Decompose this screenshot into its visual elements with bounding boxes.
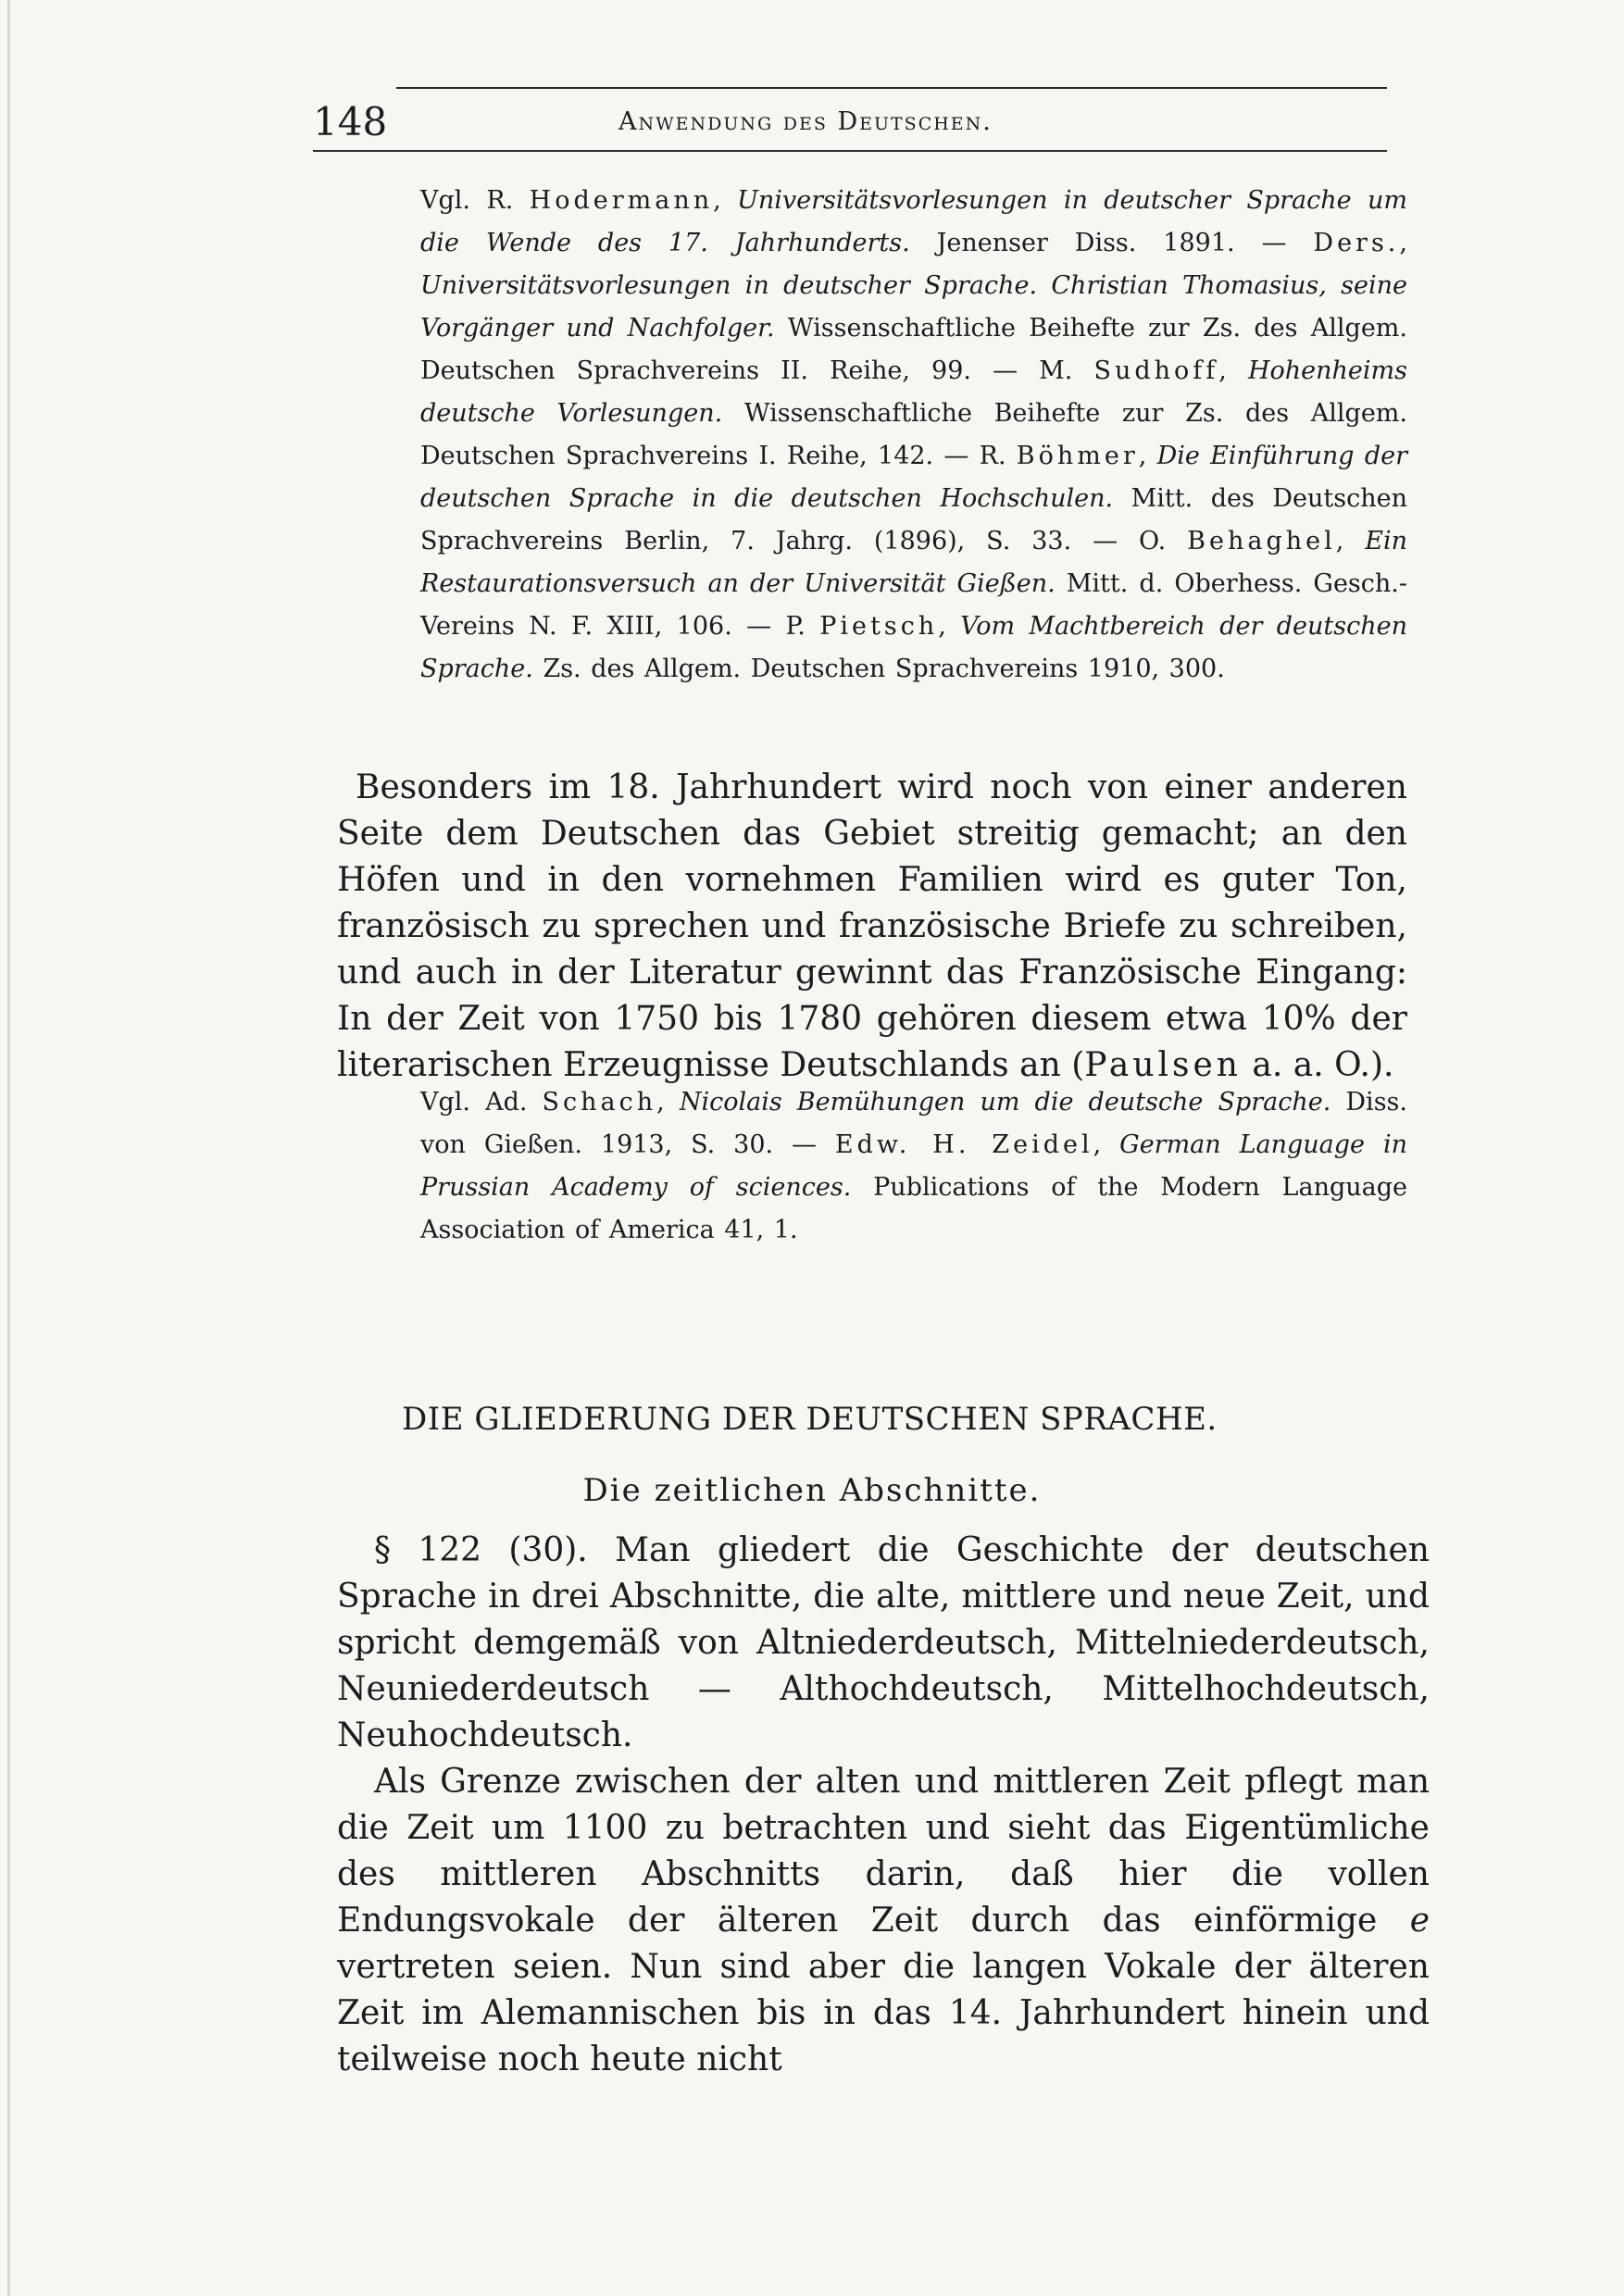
paragraph-text: vertreten seien. Nun sind aber die langen Vokale der älteren Zeit im Alemannischen bis in das 14. Jahrhundert hinein und teilweise noch heute nicht <box>337 1948 1430 2078</box>
author-name: Schach <box>542 1088 657 1117</box>
section-subheading: Die zeitlichen Abschnitte. <box>582 1472 1042 1509</box>
footnote-block-1 <box>420 180 1407 691</box>
note-text: Diss. von Gießen. 1913, S. 30. — <box>420 1088 1407 1159</box>
author-name: Edw. H. Zeidel <box>834 1130 1093 1159</box>
paragraph <box>337 1759 1430 2083</box>
section-heading: DIE GLIEDERUNG DER DEUTSCHEN SPRACHE. <box>402 1401 1218 1438</box>
footnote-block-2 <box>420 1081 1407 1252</box>
author-name: Böhmer <box>1016 442 1139 470</box>
note-text: Publications of the Modern Language Association of America 41, 1. <box>420 1173 1407 1244</box>
work-title: Universitätsvorlesungen in deutscher Sprache um die Wende des 17. Jahrhunderts. <box>420 186 1407 257</box>
author-name: Ders. <box>1313 229 1400 257</box>
header-rule-bottom <box>313 150 1387 152</box>
body-paragraph-1 <box>337 765 1407 1089</box>
work-title: Hohenheims deutsche Vorlesungen. <box>420 356 1407 428</box>
work-title: Die Einführung der deutschen Sprache in die deutschen Hochschulen. <box>420 442 1407 513</box>
vowel-symbol: e <box>1409 1902 1430 1940</box>
note-text: , <box>1399 229 1407 257</box>
work-title: Universitätsvorlesungen in deutscher Sprache. Christian Thomasius, seine Vorgänger und Nachfolger. <box>420 271 1407 343</box>
work-title: Vom Machtbereich der deutschen Sprache. <box>420 612 1407 683</box>
note-text: Wissenschaftliche Beihefte zur Zs. des Allgem. Deutschen Sprachvereins II. Reihe, 99. — M. <box>420 314 1407 385</box>
note-text: Vgl. R. <box>420 186 514 215</box>
work-title: Ein Restaurationsversuch an der Universität Gießen. <box>420 527 1407 598</box>
paragraph-text: a. a. O.). <box>1241 1046 1394 1084</box>
note-text: , <box>1335 527 1366 555</box>
note-text: Vgl. Ad. <box>420 1088 543 1117</box>
note-text: Wissenschaftliche Beihefte zur Zs. des Allgem. Deutschen Sprachvereins I. Reihe, 142. — R. <box>420 399 1407 470</box>
note-text: , <box>938 612 961 641</box>
author-name: Behaghel <box>1187 527 1336 555</box>
work-title: Nicolais Bemühungen um die deutsche Sprache. <box>679 1088 1331 1117</box>
paragraph <box>337 765 1407 1089</box>
note-text: , <box>1138 442 1157 470</box>
author-name: Sudhoff <box>1093 356 1219 385</box>
header-rule-top <box>396 87 1387 89</box>
note-text: , <box>713 186 738 215</box>
paragraph-text: Besonders im 18. Jahrhundert wird noch von einer anderen Seite dem Deutschen das Gebiet streitig gemacht; an den Höfen und in den vornehmen Familien wird es guter Ton, französisch zu sprechen und französische Briefe zu schreiben, und auch in der Literatur gewinnt das Französische Eingang: In der Zeit von 1750 bis 1780 gehören diesem etwa 10% der literarischen Erzeugnisse Deutschlands an ( <box>337 768 1407 1084</box>
author-name: Hodermann <box>529 186 714 215</box>
note-text: Zs. des Allgem. Deutschen Sprachvereins 1910, 300. <box>532 655 1225 683</box>
running-title: Anwendung des Deutschen. <box>618 107 993 136</box>
body-section-text <box>337 1528 1430 2083</box>
note-text: Mitt. d. Oberhess. Gesch.-Vereins N. F. XIII, 106. — P. <box>420 569 1407 641</box>
paragraph: § 122 (30). Man gliedert die Geschichte der deutschen Sprache in drei Abschnitte, die alte, mittlere und neue Zeit, und spricht demgemäß von Altniederdeutsch, Mittelniederdeutsch, Neuniederdeutsch — Althochdeutsch, Mittelhochdeutsch, Neuhochdeutsch. <box>337 1531 1430 1754</box>
note-text: , <box>1093 1130 1120 1159</box>
note-text: , <box>1218 356 1248 385</box>
note-text: Jenenser Diss. 1891. — <box>909 229 1314 257</box>
author-name: Paulsen <box>1084 1046 1242 1084</box>
note-text: Mitt. des Deutschen Sprachvereins Berlin, 7. Jahrg. (1896), S. 33. — O. <box>420 484 1408 555</box>
page-number: 148 <box>313 99 388 144</box>
running-header <box>313 80 1387 144</box>
note-text: , <box>656 1088 680 1117</box>
work-title: German Language in Prussian Academy of sciences. <box>420 1130 1407 1202</box>
binding-edge <box>7 0 10 2296</box>
paragraph-text: Als Grenze zwischen der alten und mittleren Zeit pflegt man die Zeit um 1100 zu betrachten und sieht das Eigentümliche des mittleren Abschnitts darin, daß hier die vollen Endungsvokale der älteren Zeit durch das einförmige <box>337 1763 1430 1940</box>
author-name: Pietsch <box>819 612 939 641</box>
